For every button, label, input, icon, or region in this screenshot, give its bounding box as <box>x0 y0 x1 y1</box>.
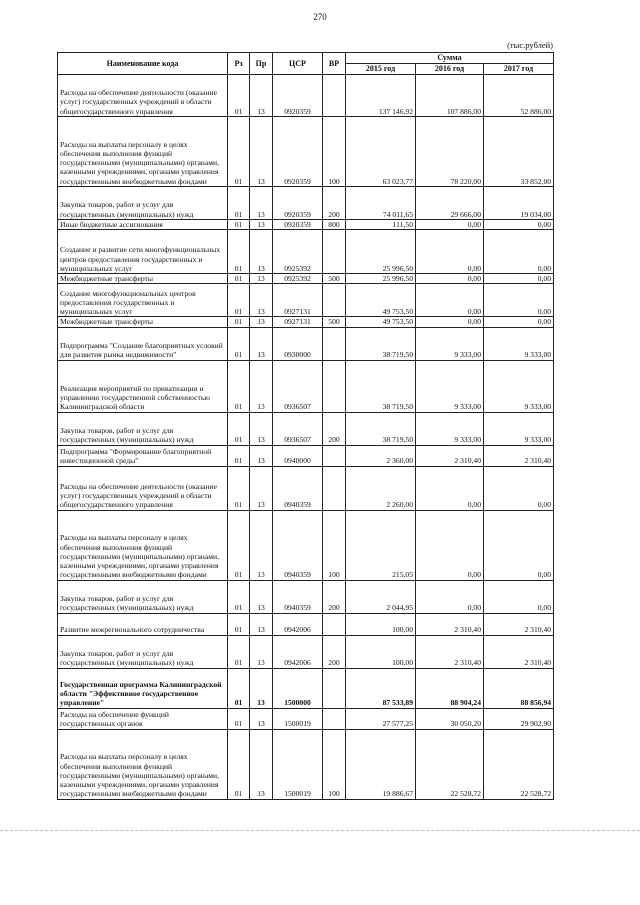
table-body <box>58 74 554 799</box>
header-2016: 2016 год <box>416 63 484 74</box>
row-2016: 9 333,00 <box>416 360 484 412</box>
row-2015: 2 360,00 <box>346 445 416 466</box>
row-pr: 13 <box>250 412 273 445</box>
table-row <box>58 445 554 466</box>
row-2015: 25 996,50 <box>346 230 416 274</box>
row-pr: 13 <box>250 116 273 186</box>
row-2017: 29 902,90 <box>484 708 554 729</box>
row-2015: 111,50 <box>346 219 416 229</box>
row-csr: 0927131 <box>273 284 323 317</box>
row-name: Расходы на выплаты персоналу в целях обеспечения выполнения функций государственными (муниципальными) органами, казенными учреждениями, органами управления государственными внебюджетными фондами <box>58 729 228 799</box>
row-csr: 0925392 <box>273 230 323 274</box>
row-name: Создание и развитие сети многофункциональных центров предоставления государственных и муниципальных услуг <box>58 230 228 274</box>
row-2017: 0,00 <box>484 317 554 327</box>
row-name: Реализация мероприятий по приватизации и управлению государственной собственностью Калининградской области <box>58 360 228 412</box>
row-2017: 22 528,72 <box>484 729 554 799</box>
row-pr: 13 <box>250 230 273 274</box>
row-pr: 13 <box>250 219 273 229</box>
row-2016: 9 333,00 <box>416 327 484 360</box>
row-pr: 13 <box>250 360 273 412</box>
units-label: (тыс.рублей) <box>507 40 553 50</box>
row-pr: 13 <box>250 186 273 219</box>
row-2017: 0,00 <box>484 466 554 510</box>
row-2017: 0,00 <box>484 274 554 284</box>
row-2017: 9 333,00 <box>484 360 554 412</box>
row-2017: 0,00 <box>484 219 554 229</box>
header-name: Наименование кода <box>58 53 228 75</box>
row-csr: 0940000 <box>273 445 323 466</box>
row-vr: 200 <box>323 186 346 219</box>
row-vr <box>323 445 346 466</box>
table-row <box>58 466 554 510</box>
row-2017: 9 333,00 <box>484 327 554 360</box>
row-vr: 100 <box>323 510 346 580</box>
row-2016: 2 310,40 <box>416 445 484 466</box>
header-2015: 2015 год <box>346 63 416 74</box>
row-rz: 01 <box>228 74 250 116</box>
row-2015: 215,05 <box>346 510 416 580</box>
bottom-rule <box>0 830 640 831</box>
row-vr <box>323 284 346 317</box>
header-sum: Сумма <box>346 53 554 64</box>
row-name: Расходы на выплаты персоналу в целях обеспечения выполнения функций государственными (муниципальными) органами, казенными учреждениями, органами управления государственными внебюджетными фондами <box>58 510 228 580</box>
row-csr: 1500019 <box>273 708 323 729</box>
table-row <box>58 219 554 229</box>
table-row <box>58 729 554 799</box>
row-name: Развитие межрегионального сотрудничества <box>58 613 228 635</box>
row-2017: 0,00 <box>484 510 554 580</box>
row-csr: 0936507 <box>273 412 323 445</box>
row-csr: 0942006 <box>273 635 323 668</box>
budget-table <box>57 52 554 800</box>
row-name: Закупка товаров, работ и услуг для государственных (муниципальных) нужд <box>58 412 228 445</box>
table-row <box>58 613 554 635</box>
row-2015: 100,00 <box>346 635 416 668</box>
row-2015: 19 886,67 <box>346 729 416 799</box>
row-vr: 100 <box>323 116 346 186</box>
row-rz: 01 <box>228 729 250 799</box>
row-rz: 01 <box>228 466 250 510</box>
table-row <box>58 668 554 708</box>
row-2015: 38 719,50 <box>346 360 416 412</box>
row-2017: 0,00 <box>484 284 554 317</box>
row-2016: 78 220,00 <box>416 116 484 186</box>
row-vr: 200 <box>323 635 346 668</box>
row-2016: 0,00 <box>416 510 484 580</box>
row-vr: 800 <box>323 219 346 229</box>
row-rz: 01 <box>228 186 250 219</box>
row-rz: 01 <box>228 230 250 274</box>
row-2016: 22 528,72 <box>416 729 484 799</box>
row-2015: 74 011,65 <box>346 186 416 219</box>
row-csr: 0930000 <box>273 327 323 360</box>
row-2016: 0,00 <box>416 219 484 229</box>
row-name: Закупка товаров, работ и услуг для государственных (муниципальных) нужд <box>58 186 228 219</box>
row-vr: 200 <box>323 412 346 445</box>
row-pr: 13 <box>250 510 273 580</box>
row-csr: 0940359 <box>273 466 323 510</box>
row-2015: 38 719,50 <box>346 327 416 360</box>
row-2015: 87 533,89 <box>346 668 416 708</box>
row-pr: 13 <box>250 635 273 668</box>
row-vr: 500 <box>323 274 346 284</box>
row-name: Расходы на выплаты персоналу в целях обеспечения выполнения функций государственными (муниципальными) органами, казенными учреждениями, органами управления государственными внебюджетными фондами <box>58 116 228 186</box>
row-csr: 1500019 <box>273 729 323 799</box>
row-2016: 0,00 <box>416 317 484 327</box>
row-csr: 0927131 <box>273 317 323 327</box>
row-pr: 13 <box>250 317 273 327</box>
row-2016: 30 050,20 <box>416 708 484 729</box>
header-csr: ЦСР <box>273 53 323 75</box>
row-pr: 13 <box>250 668 273 708</box>
row-vr: 100 <box>323 729 346 799</box>
table-row <box>58 510 554 580</box>
row-name: Иные бюджетные ассигнования <box>58 219 228 229</box>
row-2015: 2 044,95 <box>346 580 416 613</box>
row-name: Расходы на обеспечение деятельности (оказание услуг) государственных учреждений в области общегосударственного управления <box>58 74 228 116</box>
row-name: Создание многофункциональных центров предоставления государственных и муниципальных услуг <box>58 284 228 317</box>
table-row <box>58 74 554 116</box>
row-csr: 0920359 <box>273 219 323 229</box>
row-name: Закупка товаров, работ и услуг для государственных (муниципальных) нужд <box>58 580 228 613</box>
table-row <box>58 708 554 729</box>
row-name: Межбюджетные трансферты <box>58 274 228 284</box>
row-vr <box>323 327 346 360</box>
row-rz: 01 <box>228 613 250 635</box>
row-rz: 01 <box>228 708 250 729</box>
row-2015: 27 577,25 <box>346 708 416 729</box>
row-2016: 0,00 <box>416 230 484 274</box>
row-2017: 0,00 <box>484 580 554 613</box>
page-number: 270 <box>313 12 327 22</box>
row-rz: 01 <box>228 327 250 360</box>
row-2017: 52 886,00 <box>484 74 554 116</box>
row-2016: 0,00 <box>416 580 484 613</box>
row-vr <box>323 230 346 274</box>
row-vr <box>323 360 346 412</box>
row-2015: 2 260,00 <box>346 466 416 510</box>
table-row <box>58 116 554 186</box>
header-2017: 2017 год <box>484 63 554 74</box>
table-row <box>58 274 554 284</box>
table-row <box>58 284 554 317</box>
row-csr: 0920359 <box>273 74 323 116</box>
row-rz: 01 <box>228 510 250 580</box>
row-name: Закупка товаров, работ и услуг для государственных (муниципальных) нужд <box>58 635 228 668</box>
row-2015: 25 996,50 <box>346 274 416 284</box>
header-vr: ВР <box>323 53 346 75</box>
row-rz: 01 <box>228 274 250 284</box>
row-2016: 0,00 <box>416 274 484 284</box>
row-pr: 13 <box>250 613 273 635</box>
row-2016: 9 333,00 <box>416 412 484 445</box>
row-rz: 01 <box>228 580 250 613</box>
table-row <box>58 580 554 613</box>
row-2015: 49 753,50 <box>346 317 416 327</box>
row-csr: 0942006 <box>273 613 323 635</box>
row-2017: 0,00 <box>484 230 554 274</box>
row-pr: 13 <box>250 327 273 360</box>
row-rz: 01 <box>228 635 250 668</box>
table-header <box>58 53 554 75</box>
row-name: Подпрограмма "Формирование благоприятной инвестиционной среды" <box>58 445 228 466</box>
row-pr: 13 <box>250 466 273 510</box>
row-rz: 01 <box>228 116 250 186</box>
row-2016: 29 666,00 <box>416 186 484 219</box>
row-rz: 01 <box>228 317 250 327</box>
row-name: Подпрограмма "Создание благоприятных условий для развития рынка недвижимости" <box>58 327 228 360</box>
row-name: Межбюджетные трансферты <box>58 317 228 327</box>
row-rz: 01 <box>228 668 250 708</box>
header-pr: Пр <box>250 53 273 75</box>
row-pr: 13 <box>250 729 273 799</box>
row-csr: 0920359 <box>273 116 323 186</box>
row-name: Расходы на обеспечение функций государственных органов <box>58 708 228 729</box>
row-2017: 19 034,00 <box>484 186 554 219</box>
row-2015: 38 719,50 <box>346 412 416 445</box>
row-csr: 0940359 <box>273 510 323 580</box>
header-rz: Рз <box>228 53 250 75</box>
row-2016: 2 310,40 <box>416 613 484 635</box>
table-row <box>58 412 554 445</box>
row-vr: 500 <box>323 317 346 327</box>
table-row <box>58 317 554 327</box>
row-rz: 01 <box>228 445 250 466</box>
row-rz: 01 <box>228 284 250 317</box>
row-2015: 63 023,77 <box>346 116 416 186</box>
row-vr: 200 <box>323 580 346 613</box>
row-csr: 1500000 <box>273 668 323 708</box>
row-vr <box>323 74 346 116</box>
row-rz: 01 <box>228 412 250 445</box>
row-2017: 2 310,40 <box>484 445 554 466</box>
row-2015: 137 146,92 <box>346 74 416 116</box>
row-rz: 01 <box>228 360 250 412</box>
row-name: Государственная программа Калининградской области "Эффективное государственное управление" <box>58 668 228 708</box>
row-vr <box>323 668 346 708</box>
row-csr: 0936507 <box>273 360 323 412</box>
row-name: Расходы на обеспечение деятельности (оказание услуг) государственных учреждений в области общегосударственного управления <box>58 466 228 510</box>
row-pr: 13 <box>250 274 273 284</box>
row-2015: 49 753,50 <box>346 284 416 317</box>
row-2017: 88 856,94 <box>484 668 554 708</box>
row-csr: 0920359 <box>273 186 323 219</box>
table-row <box>58 230 554 274</box>
row-2017: 9 333,00 <box>484 412 554 445</box>
row-pr: 13 <box>250 580 273 613</box>
row-2017: 33 852,00 <box>484 116 554 186</box>
row-vr <box>323 466 346 510</box>
row-csr: 0925392 <box>273 274 323 284</box>
row-2016: 2 310,40 <box>416 635 484 668</box>
row-vr <box>323 613 346 635</box>
row-2017: 2 310,40 <box>484 635 554 668</box>
row-rz: 01 <box>228 219 250 229</box>
row-2015: 100,00 <box>346 613 416 635</box>
row-pr: 13 <box>250 708 273 729</box>
table-row <box>58 360 554 412</box>
row-2016: 107 886,00 <box>416 74 484 116</box>
table-row <box>58 327 554 360</box>
table-row <box>58 186 554 219</box>
row-pr: 13 <box>250 74 273 116</box>
row-2016: 88 904,24 <box>416 668 484 708</box>
row-2016: 0,00 <box>416 466 484 510</box>
row-2017: 2 310,40 <box>484 613 554 635</box>
row-pr: 13 <box>250 284 273 317</box>
row-2016: 0,00 <box>416 284 484 317</box>
row-pr: 13 <box>250 445 273 466</box>
row-csr: 0940359 <box>273 580 323 613</box>
row-vr <box>323 708 346 729</box>
table-row <box>58 635 554 668</box>
